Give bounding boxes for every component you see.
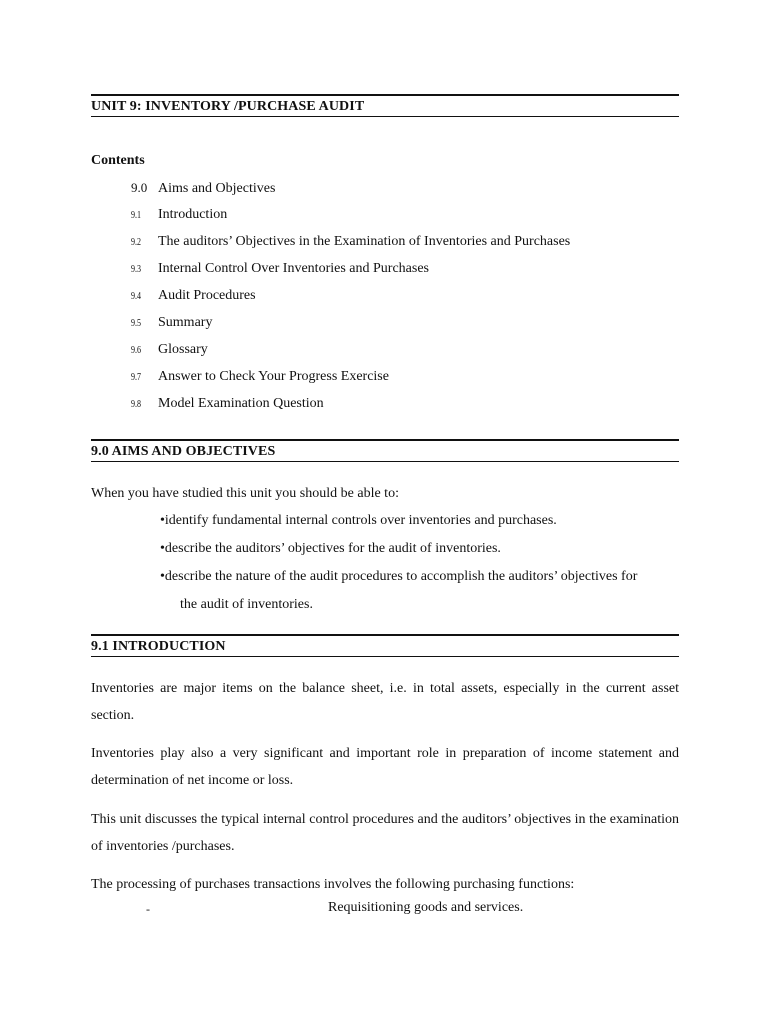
toc-item-label: Aims and Objectives — [158, 181, 276, 196]
toc-item-label: Audit Procedures — [158, 288, 256, 303]
toc-item — [131, 205, 570, 232]
table-of-contents — [131, 178, 570, 421]
toc-item — [131, 367, 570, 394]
toc-item-label: Answer to Check Your Progress Exercise — [158, 369, 389, 384]
toc-item-number: 9.4 — [131, 291, 141, 302]
intro-paragraph: Inventories are major items on the balance sheet, i.e. in total assets, especially in the current asset section. — [91, 681, 679, 723]
toc-item-number: 9.1 — [131, 210, 141, 221]
list-item — [160, 563, 679, 619]
list-item-continuation: the audit of inventories. — [180, 597, 313, 612]
toc-item-label: Summary — [158, 315, 213, 330]
toc-item-number: 9.2 — [131, 237, 141, 248]
toc-item — [131, 313, 570, 340]
toc-item-label: Model Examination Question — [158, 396, 324, 411]
contents-title: Contents — [91, 153, 145, 168]
toc-item-number: 9.8 — [131, 399, 141, 410]
toc-item — [131, 259, 570, 286]
toc-item — [131, 394, 570, 421]
toc-item-number: 9.5 — [131, 318, 141, 329]
toc-item-label: Internal Control Over Inventories and Purchases — [158, 261, 429, 276]
unit-heading — [91, 94, 679, 117]
toc-item — [131, 232, 570, 259]
aims-heading-text: 9.0 AIMS AND OBJECTIVES — [91, 444, 276, 459]
intro-paragraph: This unit discusses the typical internal control procedures and the auditors’ objectives in the examination of inventories /purchases. — [91, 812, 679, 854]
toc-item-label: The auditors’ Objectives in the Examination of Inventories and Purchases — [158, 234, 571, 249]
intro-paragraph: Inventories play also a very significant and important role in preparation of income statement and determination of net income or loss. — [91, 746, 679, 788]
aims-intro: When you have studied this unit you should be able to: — [91, 486, 399, 501]
function-list-marker: - — [146, 902, 150, 916]
introduction-heading — [91, 634, 679, 657]
toc-item-number: 9.6 — [131, 345, 141, 356]
toc-item-number: 9.3 — [131, 264, 141, 275]
toc-item-number: 9.0 — [131, 180, 148, 195]
introduction-heading-text: 9.1 INTRODUCTION — [91, 639, 226, 654]
list-item-text: •describe the nature of the audit procedures to accomplish the auditors’ objectives for — [160, 569, 638, 584]
toc-item — [131, 286, 570, 313]
toc-item-label: Introduction — [158, 207, 228, 222]
function-item: Requisitioning goods and services. — [328, 900, 524, 915]
toc-item — [131, 178, 570, 205]
aims-heading — [91, 439, 679, 462]
toc-item-label: Glossary — [158, 342, 208, 357]
list-item: •describe the auditors’ objectives for the audit of inventories. — [160, 541, 501, 556]
toc-item-number: 9.7 — [131, 372, 141, 383]
unit-heading-text: UNIT 9: INVENTORY /PURCHASE AUDIT — [91, 99, 365, 114]
toc-item — [131, 340, 570, 367]
intro-paragraph: The processing of purchases transactions involves the following purchasing functions: — [91, 877, 575, 892]
aims-bullet-list — [160, 507, 679, 619]
list-item: •identify fundamental internal controls over inventories and purchases. — [160, 513, 557, 528]
